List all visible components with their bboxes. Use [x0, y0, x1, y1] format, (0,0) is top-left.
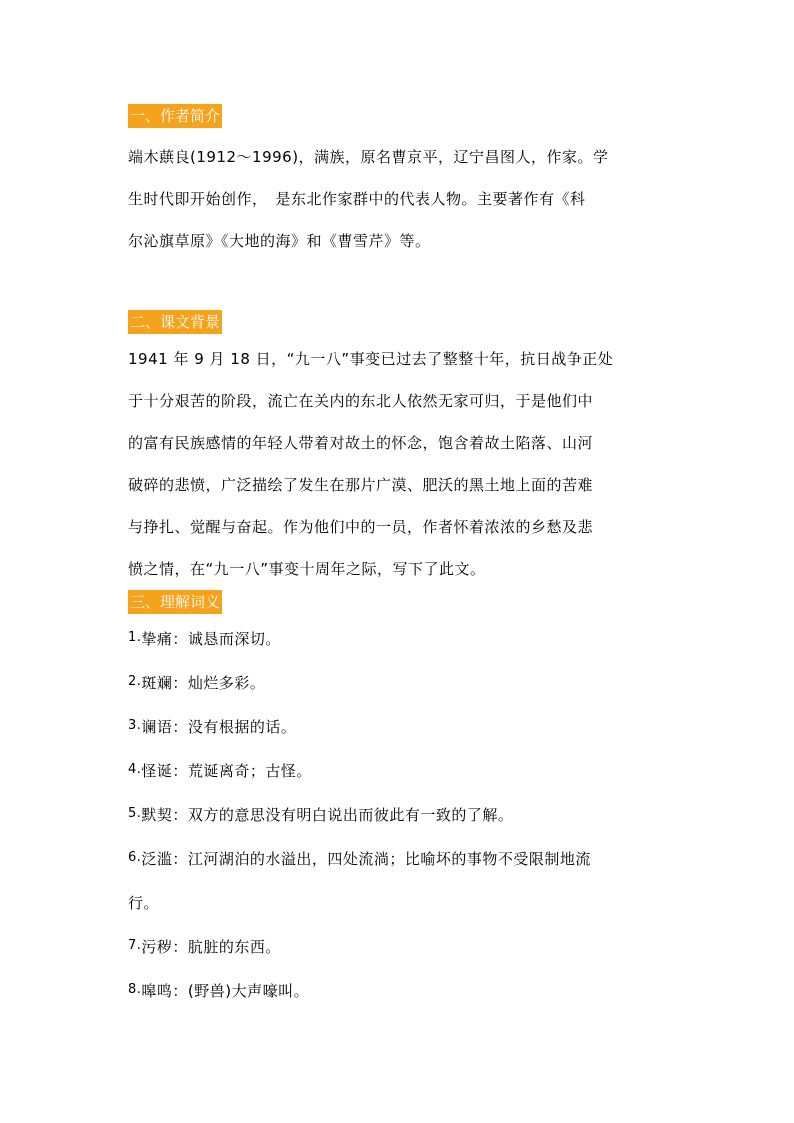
item-number: 2. — [128, 674, 142, 689]
item-text: 嗥鸣：(野兽)大声嚎叫。 — [141, 982, 310, 1000]
vocab-item — [128, 750, 668, 794]
section-vocabulary — [128, 590, 668, 1014]
vocab-item — [128, 926, 668, 970]
paragraph-line: 生时代即开始创作， 是东北作家群中的代表人物。主要著作有《科 — [128, 190, 586, 208]
section-heading: 一、作者简介 — [128, 104, 222, 128]
vocab-item-continuation — [128, 882, 668, 926]
item-text: 谰语：没有根据的话。 — [141, 718, 297, 736]
paragraph-line: 与挣扎、觉醒与奋起。作为他们中的一员，作者怀着浓浓的乡愁及悲 — [128, 518, 594, 536]
item-text: 怪诞：荒诞离奇；古怪。 — [141, 762, 312, 780]
vocab-item — [128, 794, 668, 838]
vocab-item — [128, 970, 668, 1014]
section-heading: 三、理解词义 — [128, 590, 222, 614]
paragraph-line: 的富有民族感情的年轻人带着对故土的怀念，饱含着故土陷落、山河 — [128, 434, 594, 452]
document-page — [128, 104, 668, 1014]
paragraph-line: 尔沁旗草原》《大地的海》和《曹雪芹》等。 — [128, 232, 431, 250]
item-text: 挚痛：诚恳而深切。 — [141, 630, 281, 648]
item-text: 行。 — [128, 894, 160, 912]
section-author-intro — [128, 104, 668, 262]
item-text: 斑斓：灿烂多彩。 — [141, 674, 266, 692]
item-number: 8. — [128, 982, 142, 997]
paragraph-line: 于十分艰苦的阶段，流亡在关内的东北人依然无家可归，于是他们中 — [128, 392, 594, 410]
item-number: 3. — [128, 718, 142, 733]
item-number: 6. — [128, 850, 142, 865]
section-background — [128, 310, 668, 590]
item-text: 污秽：肮脏的东西。 — [141, 938, 281, 956]
section-heading: 二、课文背景 — [128, 310, 222, 334]
item-number: 4. — [128, 762, 142, 777]
item-number: 5. — [128, 806, 142, 821]
item-text: 泛滥：江河湖泊的水溢出，四处流淌；比喻坏的事物不受限制地流 — [141, 850, 591, 868]
item-number: 1. — [128, 630, 142, 645]
item-number: 7. — [128, 938, 142, 953]
item-text: 默契：双方的意思没有明白说出而彼此有一致的了解。 — [141, 806, 514, 824]
vocab-item — [128, 618, 668, 662]
paragraph-line: 1941 年 9 月 18 日，“九一八”事变已过去了整整十年，抗日战争正处 — [128, 350, 614, 368]
vocab-item — [128, 838, 668, 882]
vocab-item — [128, 662, 668, 706]
paragraph-line: 破碎的悲愤，广泛描绘了发生在那片广漠、肥沃的黑土地上面的苦难 — [128, 476, 594, 494]
vocab-item — [128, 706, 668, 750]
paragraph-line: 端木蕻良(1912～1996)，满族，原名曹京平，辽宁昌图人，作家。学 — [128, 148, 609, 166]
paragraph-line: 愤之情，在“九一八”事变十周年之际，写下了此文。 — [128, 560, 486, 578]
